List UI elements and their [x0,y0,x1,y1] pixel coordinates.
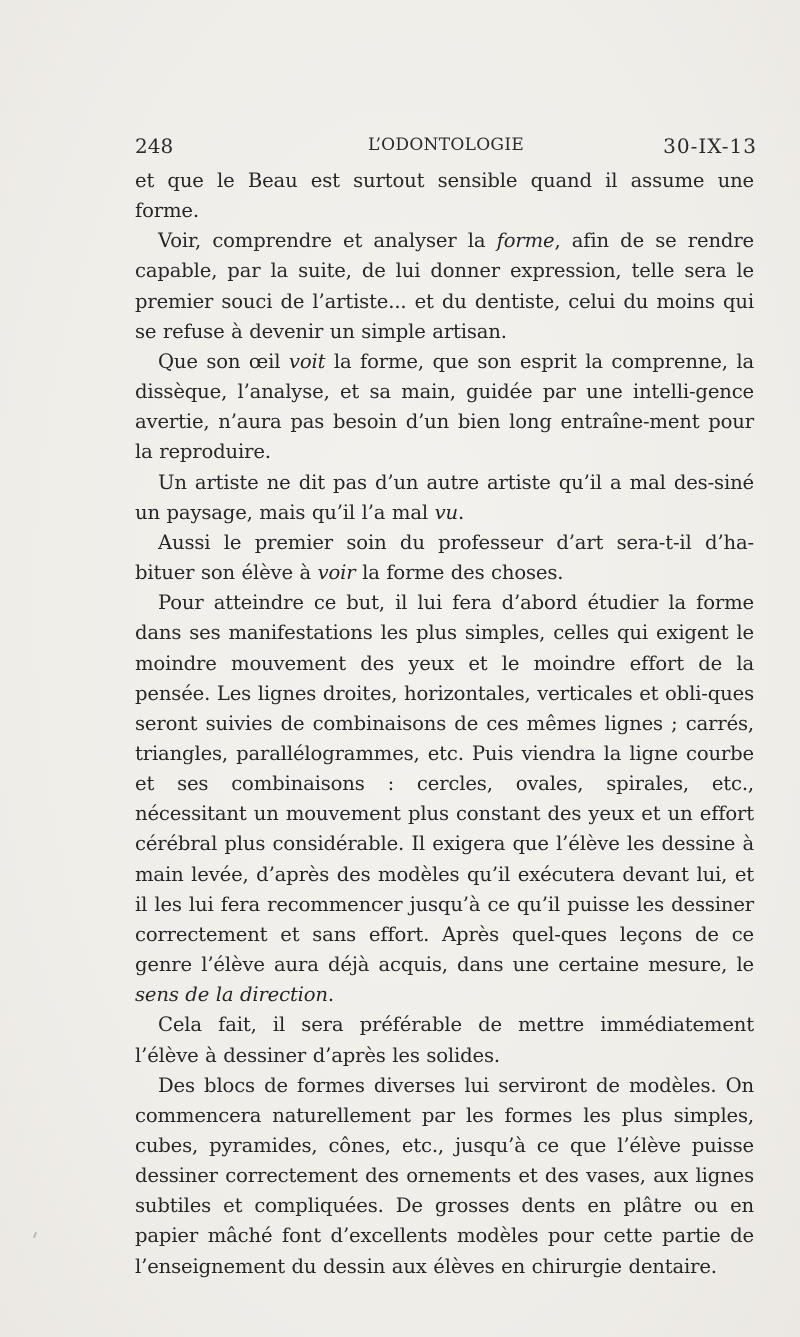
italic-phrase: sens de la direction [135,983,328,1007]
text-run: . [457,500,465,524]
text-run: Voir, comprendre et analyser la [158,229,497,253]
italic-phrase: forme [496,229,555,253]
paper-speck [33,1232,37,1238]
text-run: la forme, que son esprit la comprenne, la dissèque, l’analyse, et sa main, guidée par une intelli-gence avertie, n’aura pas besoin d’un bien long entraîne-ment pour la reproduire. [135,349,754,464]
page-number: 248 [135,134,174,158]
running-head [135,134,757,164]
text-run: . [327,983,334,1007]
paragraph [135,468,754,528]
paragraph [135,347,754,468]
italic-phrase: voir [317,561,356,585]
text-run: Pour atteindre ce but, il lui fera d’abord étudier la forme dans ses manifestations les plus simples, celles qui exigent le moindre mouvement des yeux et le moindre effort de la pensée. Les lignes droites, horizontales, verticales et obli-ques seront suivies de combinaisons de ces mêmes lignes ; carrés, triangles, parallélogrammes, etc. Puis viendra la ligne courbe et ses combinaisons : cercles, ovales, spirales, etc., nécessitant un mouvement plus constant des yeux et un effort cérébral plus considérable. Il exigera que l’élève les dessine à main levée, d’après des modèles qu’il exécutera devant lui, et il les lui fera recommencer jusqu’à ce qu’il puisse les dessiner correctement et sans effort. Après quel-ques leçons de ce genre l’élève aura déjà acquis, dans une certaine mesure, le [135,591,754,977]
text-run: Cela fait, il sera préférable de mettre immédiatement l’élève à dessiner d’après les solides. [135,1013,754,1067]
paragraph [135,226,754,347]
text-run: Des blocs de formes diverses lui serviront de modèles. On commencera naturellement par les formes les plus simples, cubes, pyramides, cônes, etc., jusqu’à ce que l’élève puisse dessiner correctement des ornements et des vases, aux lignes subtiles et compliquées. De grosses dents en plâtre ou en papier mâché font d’excellents modèles pour cette partie de l’enseignement du dessin aux élèves en chirurgie dentaire. [135,1073,754,1278]
text-run: , afin de se rendre capable, par la suite, de lui donner expression, telle sera le premier souci de l’artiste... et du dentiste, celui du moins qui se refuse à devenir un simple artisan. [135,229,754,343]
paragraph [135,1010,754,1070]
text-run: Un artiste ne dit pas d’un autre artiste qu’il a mal des-siné un paysage, mais qu’il l’a mal [135,470,754,524]
paragraph [135,528,754,588]
paragraph [135,588,754,1010]
text-run: la forme des choses. [355,561,564,585]
italic-phrase: vu [434,500,458,524]
article-body [135,166,754,1282]
paragraph [135,1071,754,1282]
text-run: Aussi le premier soin du professeur d’art sera-t-il d’ha-bituer son élève à [135,530,754,585]
paragraph [135,166,754,226]
issue-date: 30-IX-13 [663,134,757,158]
text-run: Que son œil [158,349,289,373]
italic-phrase: voit [288,349,326,373]
text-run: et que le Beau est surtout sensible quand il assume une forme. [135,169,754,223]
journal-title: L’ODONTOLOGIE [367,135,525,155]
